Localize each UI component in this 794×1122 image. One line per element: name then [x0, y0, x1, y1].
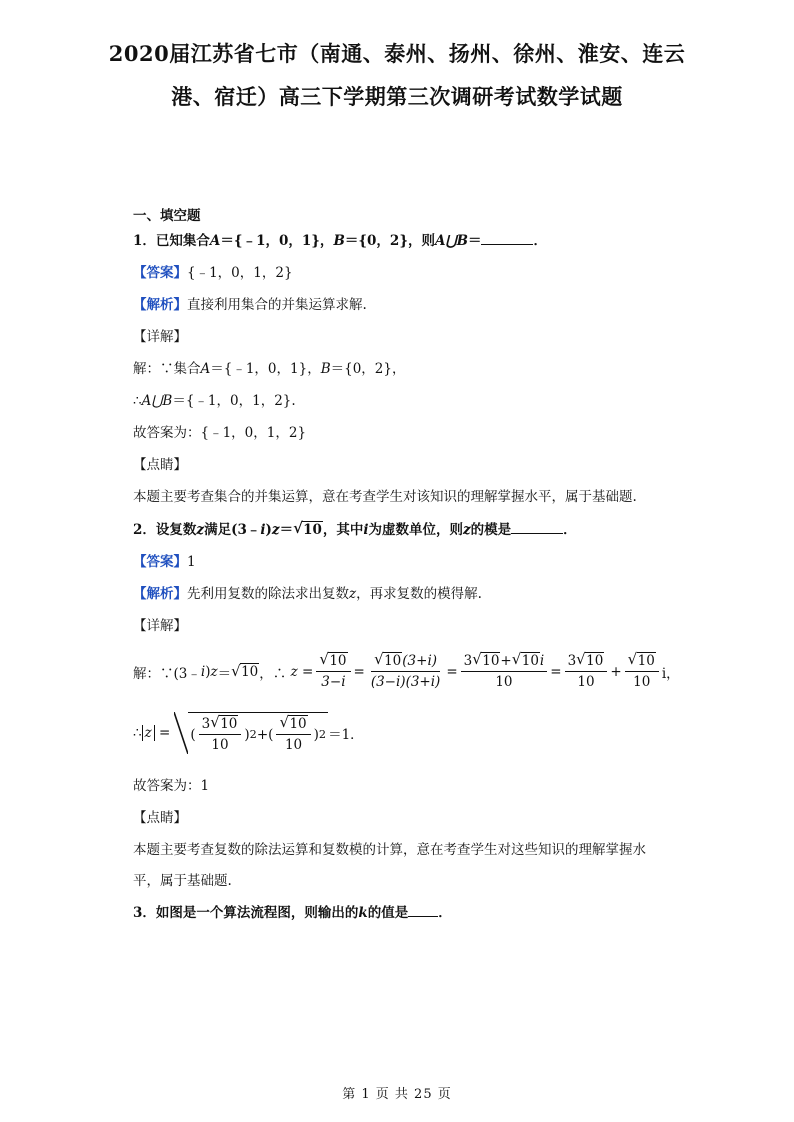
- answer-blank: [481, 232, 533, 245]
- q1-solution-2: ∴A⋃B＝{﹣1，0，1，2}.: [133, 393, 296, 409]
- fraction-2: √ $\frac{10(3+i)}{(3-i)(3+i)}$: [368, 652, 444, 691]
- q2-comment-tag: 【点睛】: [133, 810, 187, 826]
- sqrt-10: √ 10: [293, 520, 323, 540]
- fraction-5: √ $\frac{10}{10}$: [625, 652, 659, 691]
- q1-comment-tag: 【点睛】: [133, 457, 187, 473]
- answer-blank: [408, 904, 438, 917]
- fraction-3: $\frac{3√ 10+√ 10i}{10}$: [461, 652, 548, 691]
- fraction-4: $\frac{3√ 10}{10}$: [565, 652, 608, 691]
- question-2: 2．设复数z满足(3﹣i)z＝√ 10，其中i为虚数单位，则z的模是 ．: [133, 520, 577, 540]
- title-line-1: 2020届江苏省七市（南通、泰州、扬州、徐州、淮安、连云: [108, 41, 686, 66]
- q1-final: 故答案为：{﹣1，0，1，2}: [133, 425, 307, 441]
- section-title: 一、填空题: [133, 208, 201, 224]
- q2-comment-2: 平，属于基础题.: [133, 873, 232, 889]
- q1-analysis: 【解析】直接利用集合的并集运算求解.: [133, 297, 367, 313]
- question-3: 3．如图是一个算法流程图，则输出的k的值是 ．: [133, 905, 452, 921]
- q2-final: 故答案为：1: [133, 778, 210, 794]
- title-line-2: 港、宿迁）高三下学期第三次调研考试数学试题: [171, 84, 623, 109]
- q1-solution-1: 解：∵集合A＝{﹣1，0，1}，B＝{0，2}，: [133, 361, 406, 377]
- q1-answer: 【答案】{﹣1，0，1，2}: [133, 265, 293, 281]
- page-footer: 第 1 页 共 25 页: [342, 1087, 452, 1102]
- q2-analysis: 【解析】先利用复数的除法求出复数z，再求复数的模得解.: [133, 586, 482, 602]
- q1-comment: 本题主要考查集合的并集运算，意在考查学生对该知识的理解掌握水平，属于基础题.: [133, 489, 637, 505]
- big-sqrt: ( $\frac{3√ 10}{10}$ ) 2 +( √ $\frac{10}{10}$ ) 2: [174, 712, 328, 754]
- q2-answer: 【答案】1: [133, 554, 196, 570]
- q1-detail-tag: 【详解】: [133, 329, 187, 345]
- q2-solution-equation: 解：∵(3﹣ i ) z ＝ √ 10 ，∴ z = √ $\frac{10}{3-i}$ = √ $\frac{10(3+i)}{(3-i)(3+i)}$ = $\frac{3√ 10+√ 10i}{10}$ = $\frac{3√ 10}{10}$ + √ $\frac{10}{10}$ i，: [133, 652, 680, 691]
- fraction-1: √ $\frac{10}{3-i}$: [316, 652, 350, 691]
- q2-modulus-equation: ∴ z = ( $\frac{3√ 10}{10}$ ) 2 +( √ $\frac{10}{10}$ ) 2 ＝1．: [133, 712, 364, 754]
- q2-comment-1: 本题主要考查复数的除法运算和复数模的计算，意在考查学生对这些知识的理解掌握水: [133, 842, 646, 858]
- answer-blank: [511, 521, 563, 534]
- question-1: 1．已知集合A＝{﹣1，0，1}，B＝{0，2}，则A⋃B＝ ．: [133, 233, 547, 249]
- q2-detail-tag: 【详解】: [133, 618, 187, 634]
